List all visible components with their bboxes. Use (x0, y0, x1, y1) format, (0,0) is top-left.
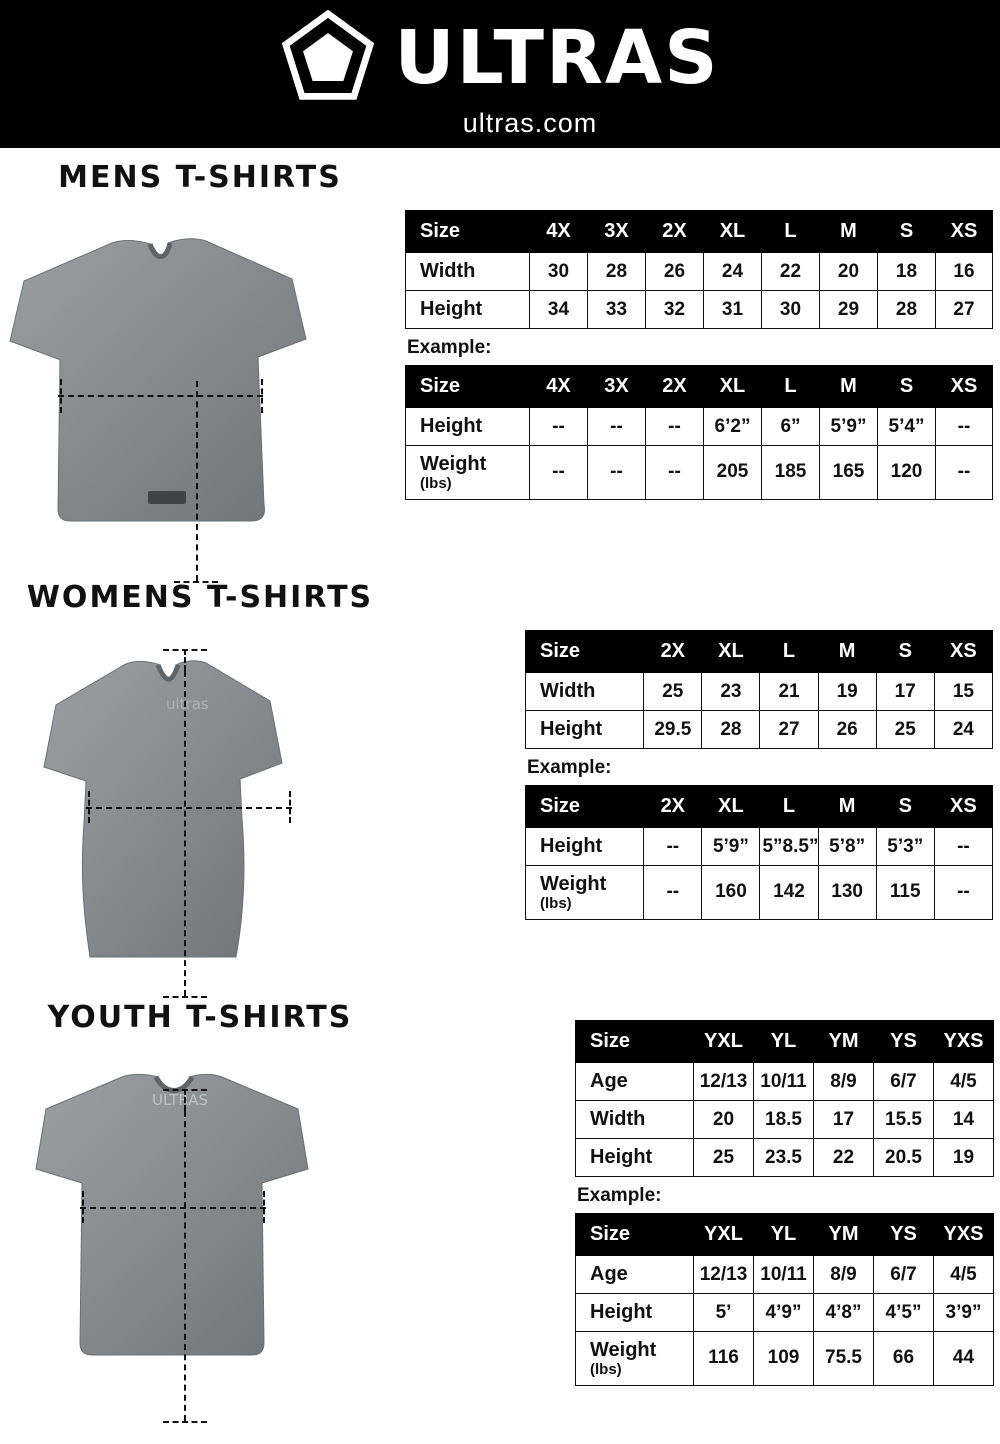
row-label-text: Height (540, 835, 603, 857)
col-header: XL (704, 366, 762, 408)
cell: 23.5 (754, 1139, 814, 1177)
cell: 165 (820, 446, 878, 500)
col-header: 2X (644, 786, 702, 828)
cell: -- (646, 446, 704, 500)
table-row (406, 446, 993, 500)
womens-tshirt-illustration (0, 627, 400, 977)
cell: 142 (760, 866, 818, 920)
col-header: L (762, 211, 820, 253)
womens-height-tick-top (184, 649, 186, 671)
table-row (526, 828, 993, 866)
col-header: YXS (934, 1214, 994, 1256)
cell: 19 (818, 673, 876, 711)
row-label (576, 1294, 694, 1332)
col-header: L (760, 786, 818, 828)
row-label-text: Height (420, 415, 483, 437)
cell: 4’9” (754, 1294, 814, 1332)
cell: -- (644, 866, 702, 920)
mens-tables (405, 210, 995, 500)
cell: -- (934, 866, 992, 920)
cell: -- (936, 446, 993, 500)
svg-text:ultras: ultras (166, 695, 209, 713)
cell: 19 (934, 1139, 994, 1177)
youth-width-tick-left (82, 1191, 84, 1223)
cell: 6’2” (704, 408, 762, 446)
row-label (576, 1332, 694, 1386)
table-row (526, 866, 993, 920)
cell: 20.5 (874, 1139, 934, 1177)
cell: -- (934, 828, 992, 866)
col-header-size: Size (406, 366, 530, 408)
page-header (0, 0, 1000, 148)
mens-section-title: MENS T-SHIRTS (58, 160, 342, 195)
cell: 17 (814, 1101, 874, 1139)
row-label: Width (406, 253, 530, 291)
cell: 3’9” (934, 1294, 994, 1332)
col-header: 4X (530, 211, 588, 253)
cell: 25 (694, 1139, 754, 1177)
table-header-row (576, 1214, 994, 1256)
table-header-row (406, 211, 993, 253)
cell: 33 (588, 291, 646, 329)
col-header-size: Size (526, 786, 644, 828)
cell: -- (530, 408, 588, 446)
youth-height-tick-top (184, 1089, 186, 1111)
youth-height-top-cap (163, 1089, 207, 1091)
col-header: YM (814, 1021, 874, 1063)
cell: 17 (876, 673, 934, 711)
col-header: 2X (646, 366, 704, 408)
womens-height-top-cap (163, 649, 207, 651)
cell: 28 (588, 253, 646, 291)
row-label-text: Weight (420, 453, 487, 475)
womens-width-tick-right (289, 791, 291, 823)
cell: 4/5 (934, 1063, 994, 1101)
col-header: S (878, 366, 936, 408)
col-header: S (878, 211, 936, 253)
table-row (576, 1256, 994, 1294)
pentagon-logo-icon (280, 10, 376, 106)
cell: -- (644, 828, 702, 866)
cell: 22 (814, 1139, 874, 1177)
cell: 6/7 (874, 1256, 934, 1294)
cell: 18 (878, 253, 936, 291)
cell: 115 (876, 866, 934, 920)
womens-width-tick-left (88, 791, 90, 823)
row-label: Height (406, 291, 530, 329)
row-label: Width (526, 673, 644, 711)
womens-size-table (525, 630, 993, 749)
youth-section-title: YOUTH T-SHIRTS (47, 1000, 353, 1035)
cell: 30 (762, 291, 820, 329)
table-header-row (526, 631, 993, 673)
mens-tshirt-illustration (0, 209, 400, 559)
row-label: Height (526, 711, 644, 749)
col-header: XS (934, 786, 992, 828)
table-row (526, 711, 993, 749)
cell: 29.5 (644, 711, 702, 749)
cell: 8/9 (814, 1256, 874, 1294)
col-header: YXS (934, 1021, 994, 1063)
cell: -- (530, 446, 588, 500)
mens-width-tick-right (261, 379, 263, 413)
cell: 18.5 (754, 1101, 814, 1139)
cell: 5’8” (818, 828, 876, 866)
youth-example-label: Example: (577, 1185, 662, 1206)
row-label: Height (576, 1139, 694, 1177)
cell: 20 (694, 1101, 754, 1139)
mens-shirt-panel (0, 160, 400, 559)
table-row (406, 253, 993, 291)
cell: 6” (762, 408, 820, 446)
col-header: 2X (644, 631, 702, 673)
row-label (576, 1256, 694, 1294)
cell: 160 (702, 866, 760, 920)
row-label-sub: (lbs) (420, 475, 452, 492)
col-header: XS (936, 366, 993, 408)
cell: 5’4” (878, 408, 936, 446)
row-label-text: Age (590, 1263, 628, 1285)
col-header: S (876, 631, 934, 673)
youth-height-tick-bottom (163, 1421, 207, 1423)
table-row (576, 1063, 994, 1101)
mens-example-table (405, 365, 993, 500)
col-header: 4X (530, 366, 588, 408)
cell: 44 (934, 1332, 994, 1386)
cell: 205 (704, 446, 762, 500)
cell: 22 (762, 253, 820, 291)
cell: -- (646, 408, 704, 446)
cell: 75.5 (814, 1332, 874, 1386)
row-label-sub: (lbs) (590, 1361, 622, 1378)
col-header: 2X (646, 211, 704, 253)
table-row (406, 408, 993, 446)
cell: 25 (644, 673, 702, 711)
col-header: YS (874, 1214, 934, 1256)
brand-name: ULTRAS (394, 14, 720, 101)
brand-lockup (280, 10, 719, 139)
youth-tshirt-illustration (0, 1047, 400, 1387)
cell: 120 (878, 446, 936, 500)
cell: 23 (702, 673, 760, 711)
col-header-size: Size (526, 631, 644, 673)
mens-size-table (405, 210, 993, 329)
cell: 5’9” (820, 408, 878, 446)
cell: 5’ (694, 1294, 754, 1332)
col-header-size: Size (576, 1021, 694, 1063)
col-header: M (818, 631, 876, 673)
youth-height-guide (184, 1111, 186, 1421)
col-header: M (820, 366, 878, 408)
cell: 10/11 (754, 1256, 814, 1294)
cell: 31 (704, 291, 762, 329)
col-header-size: Size (576, 1214, 694, 1256)
cell: 8/9 (814, 1063, 874, 1101)
cell: 6/7 (874, 1063, 934, 1101)
womens-width-guide (86, 807, 292, 809)
cell: 5”8.5” (760, 828, 818, 866)
cell: 21 (760, 673, 818, 711)
table-row (576, 1332, 994, 1386)
womens-height-tick-bottom (163, 996, 207, 998)
row-label: Width (576, 1101, 694, 1139)
cell: 28 (878, 291, 936, 329)
cell: 27 (936, 291, 993, 329)
youth-size-table (575, 1020, 994, 1177)
mens-example-label: Example: (407, 337, 492, 358)
col-header: XS (936, 211, 993, 253)
cell: 5’3” (876, 828, 934, 866)
table-row (576, 1101, 994, 1139)
mens-height-guide (196, 381, 198, 581)
womens-tables (525, 630, 995, 920)
cell: 25 (876, 711, 934, 749)
cell: 12/13 (694, 1256, 754, 1294)
cell: 116 (694, 1332, 754, 1386)
cell: 4’8” (814, 1294, 874, 1332)
col-header: M (818, 786, 876, 828)
brand-url: ultras.com (462, 107, 598, 138)
mens-width-guide (58, 395, 263, 397)
row-label: Age (576, 1063, 694, 1101)
youth-shirt-panel (0, 1000, 400, 1387)
cell: 14 (934, 1101, 994, 1139)
col-header-size: Size (406, 211, 530, 253)
cell: 34 (530, 291, 588, 329)
womens-example-label: Example: (527, 757, 612, 778)
cell: 24 (704, 253, 762, 291)
cell: -- (588, 446, 646, 500)
youth-example-table (575, 1213, 994, 1386)
cell: 15.5 (874, 1101, 934, 1139)
table-row (526, 673, 993, 711)
table-row (576, 1139, 994, 1177)
col-header: XL (704, 211, 762, 253)
col-header: L (762, 366, 820, 408)
row-label (526, 828, 644, 866)
col-header: XS (934, 631, 992, 673)
table-header-row (526, 786, 993, 828)
cell: 4/5 (934, 1256, 994, 1294)
cell: 16 (936, 253, 993, 291)
cell: 12/13 (694, 1063, 754, 1101)
table-row (576, 1294, 994, 1332)
cell: 5’9” (702, 828, 760, 866)
cell: 66 (874, 1332, 934, 1386)
cell: 24 (934, 711, 992, 749)
row-label (526, 866, 644, 920)
svg-text:ULTRAS: ULTRAS (152, 1091, 209, 1109)
cell: -- (588, 408, 646, 446)
col-header: YXL (694, 1021, 754, 1063)
mens-width-tick-left (60, 379, 62, 413)
row-label-text: Weight (590, 1339, 657, 1361)
womens-shirt-panel (0, 580, 400, 977)
table-header-row (576, 1021, 994, 1063)
womens-example-table (525, 785, 993, 920)
col-header: YL (754, 1214, 814, 1256)
row-label-text: Height (590, 1301, 653, 1323)
cell: 130 (818, 866, 876, 920)
cell: 30 (530, 253, 588, 291)
youth-width-tick-right (263, 1191, 265, 1223)
cell: 29 (820, 291, 878, 329)
col-header: YXL (694, 1214, 754, 1256)
col-header: L (760, 631, 818, 673)
cell: 26 (646, 253, 704, 291)
cell: 20 (820, 253, 878, 291)
cell: 109 (754, 1332, 814, 1386)
col-header: S (876, 786, 934, 828)
womens-height-guide (184, 671, 186, 996)
col-header: YL (754, 1021, 814, 1063)
col-header: XL (702, 786, 760, 828)
cell: 27 (760, 711, 818, 749)
cell: 26 (818, 711, 876, 749)
cell: 10/11 (754, 1063, 814, 1101)
cell: 185 (762, 446, 820, 500)
row-label (406, 408, 530, 446)
table-row (406, 291, 993, 329)
youth-tables (575, 1020, 995, 1386)
cell: 4’5” (874, 1294, 934, 1332)
col-header: YM (814, 1214, 874, 1256)
col-header: XL (702, 631, 760, 673)
cell: 15 (934, 673, 992, 711)
cell: -- (936, 408, 993, 446)
row-label-text: Weight (540, 873, 607, 895)
cell: 32 (646, 291, 704, 329)
col-header: 3X (588, 211, 646, 253)
row-label (406, 446, 530, 500)
col-header: YS (874, 1021, 934, 1063)
womens-section-title: WOMENS T-SHIRTS (26, 580, 374, 615)
table-header-row (406, 366, 993, 408)
col-header: 3X (588, 366, 646, 408)
row-label-sub: (lbs) (540, 895, 572, 912)
cell: 28 (702, 711, 760, 749)
col-header: M (820, 211, 878, 253)
youth-width-guide (80, 1207, 266, 1209)
